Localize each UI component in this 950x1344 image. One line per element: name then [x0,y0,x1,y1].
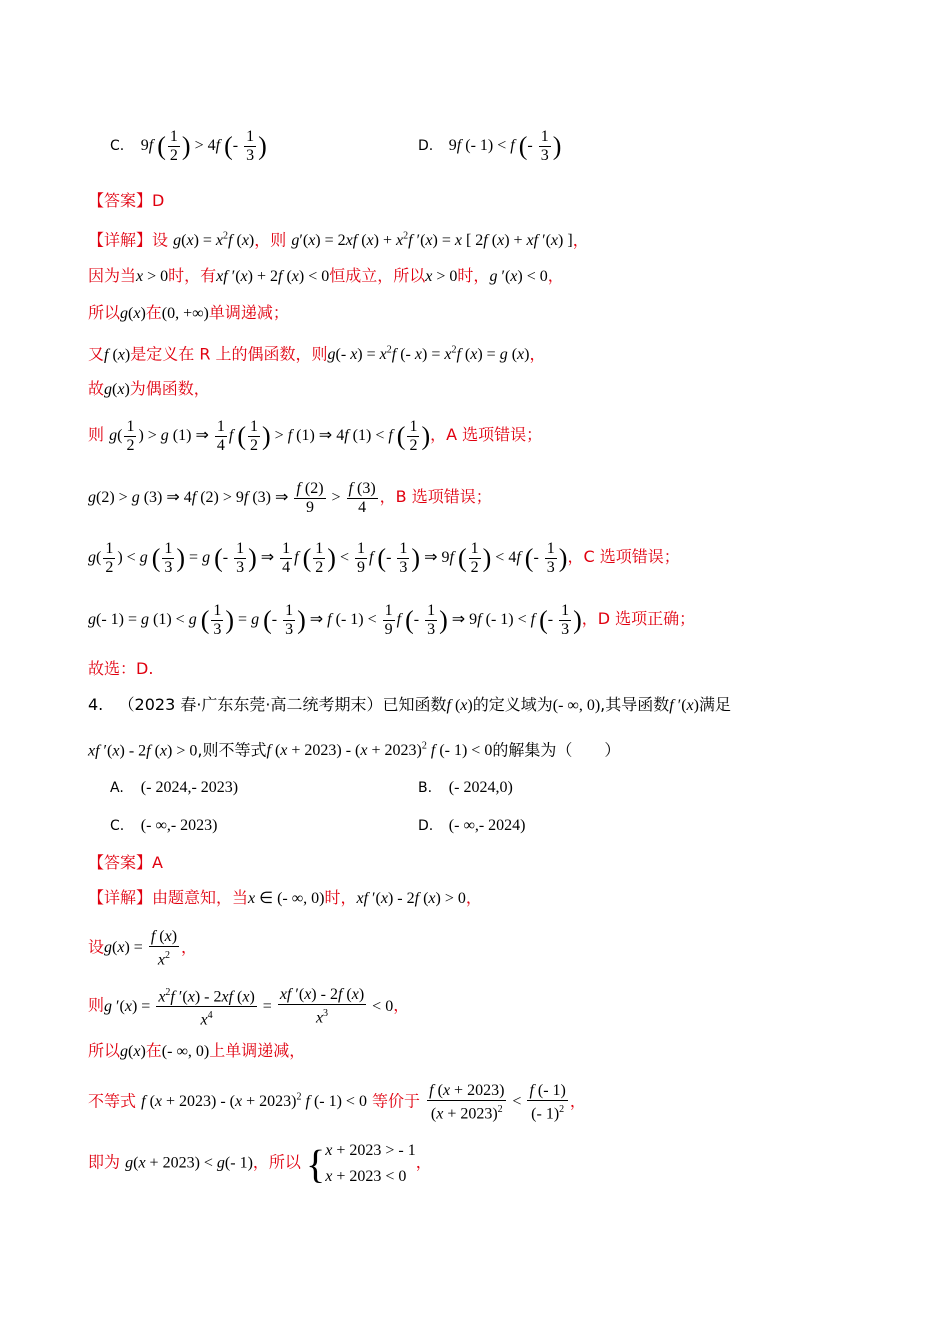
option-value: (- 2024,0) [448,779,513,796]
q3-detail-line-8: g( $\frac{1}{2}$ ) < g ( $\frac{1}{3}$ ) = g (- $\frac{1}{3}$ ) ⇒ $\frac{1}{4}$ f ( $\frac{1}{2}$ ) < $\frac{1}{9}$ f (- $\frac{1}{3}$ ) ⇒ 9f ( $\frac{1}{2}$ ) < 4f (- $\frac{1}{3}$ )，C 选项错误； [88,540,680,576]
q3-detail-line-2: 因为当x > 0时，有xf ′(x) + 2f (x) < 0恒成立，所以x > 0时，g ′(x) < 0， [88,266,564,285]
q4-option-a[interactable] [110,776,238,799]
option-formula: 9f ( $\frac{1}{2}$ ) > 4f (- $\frac{1}{3}$ ) [140,128,267,164]
option-label: B. [418,780,433,796]
q4-answer: 【答案】A [88,853,163,872]
option-label: A. [110,780,124,796]
option-label: C. [110,818,125,834]
q3-detail-line-4: 又f (x)是定义在 R 上的偶函数，则g(- $x) = x^2f$ (- $x) = x^2f$ (x) = g (x)， [88,344,546,364]
option-value: (- ∞,- 2023) [140,817,218,834]
option-value: (- 2024,- 2023) [140,779,239,796]
q3-detail-line-1: 【详解】设 $g(x) = x^2f$ (x)，则 g′(x) = 2xf $(x) + x^2f$ ′(x) = x [ 2f (x) + xf ′(x) ]， [88,230,589,250]
q4-option-d[interactable] [418,814,526,837]
q3-option-c[interactable] [110,128,267,165]
option-label: C. [110,138,125,155]
q3-detail-line-5: 故g(x)为偶函数， [88,379,210,398]
q4-detail-line-6: 即为 g(x + 2023) < g(- 1)，所以 { x + 2023 > - 1 x + 2023 < 0 ， [88,1141,432,1186]
q3-detail-line-6: 则 g( $\frac{1}{2}$ ) > g (1) ⇒ $\frac{1}{4}$ f ( $\frac{1}{2}$ ) > f (1) ⇒ 4f (1) < f ( $\frac{1}{2}$ )，A 选项错误； [88,418,543,454]
q4-option-c[interactable] [110,814,218,837]
q4-stem-line-2: xf ′(x) - 2f (x) > 0,则不等式f $(x + 2023) - (x + 2023)^2$ f (- 1) < 0的解集为（ ） [88,740,621,760]
q4-detail-line-1: 【详解】由题意知，当x ∈ (- ∞, 0)时，xf ′(x) - 2f (x) > 0， [88,888,482,907]
q3-detail-line-7: g(2) > g (3) ⇒ 4f (2) > 9f (3) ⇒ $\frac{f (2)}{9}$ > $\frac{f (3)}{4}$ ，B 选项错误； [88,480,492,516]
q4-detail-line-5: 不等式 f $(x + 2023) - (x + 2023)^2$ f (- 1) < 0 等价于 $\frac{f (x + 2023)}{(x + 2023)^2}$ < $\frac{f (- 1)}{(- 1)^2}$ ， [88,1082,586,1123]
q3-conclusion: 故选：D. [88,659,154,678]
q4-detail-line-2: 设g(x) = $\frac{f (x)}{x^2}$ ， [88,928,198,969]
q4-option-b[interactable] [418,776,513,799]
q3-option-d[interactable] [418,128,561,165]
q4-detail-line-4: 所以g(x)在(- ∞, 0)上单调递减， [88,1041,306,1060]
option-value: (- ∞,- 2024) [448,817,526,834]
q4-detail-line-3: 则g ′(x) = $\frac{x^2f '(x) - 2xf (x)}{x^4}$ = $\frac{xf '(x) - 2f (x)}{x^3}$ < 0， [88,984,409,1030]
option-label: D. [418,138,434,155]
q3-detail-line-9: g(- 1) = g (1) < g ( $\frac{1}{3}$ ) = g (- $\frac{1}{3}$ ) ⇒ f (- 1) < $\frac{1}{9}$ f (- $\frac{1}{3}$ ) ⇒ 9f (- 1) < f (- $\frac{1}{3}$ )，D 选项正确； [88,602,696,638]
q3-answer: 【答案】D [88,191,165,210]
option-formula: 9f (- 1) < f (- $\frac{1}{3}$ ) [448,128,562,164]
q4-stem-line-1: 4. （2023 春·广东东莞·高二统考期末）已知函数f (x)的定义域为(- ∞, 0),其导函数f ′(x)满足 [88,695,731,714]
q3-detail-line-3: 所以g(x)在(0, +∞)单调递减； [88,303,289,322]
option-label: D. [418,818,434,834]
